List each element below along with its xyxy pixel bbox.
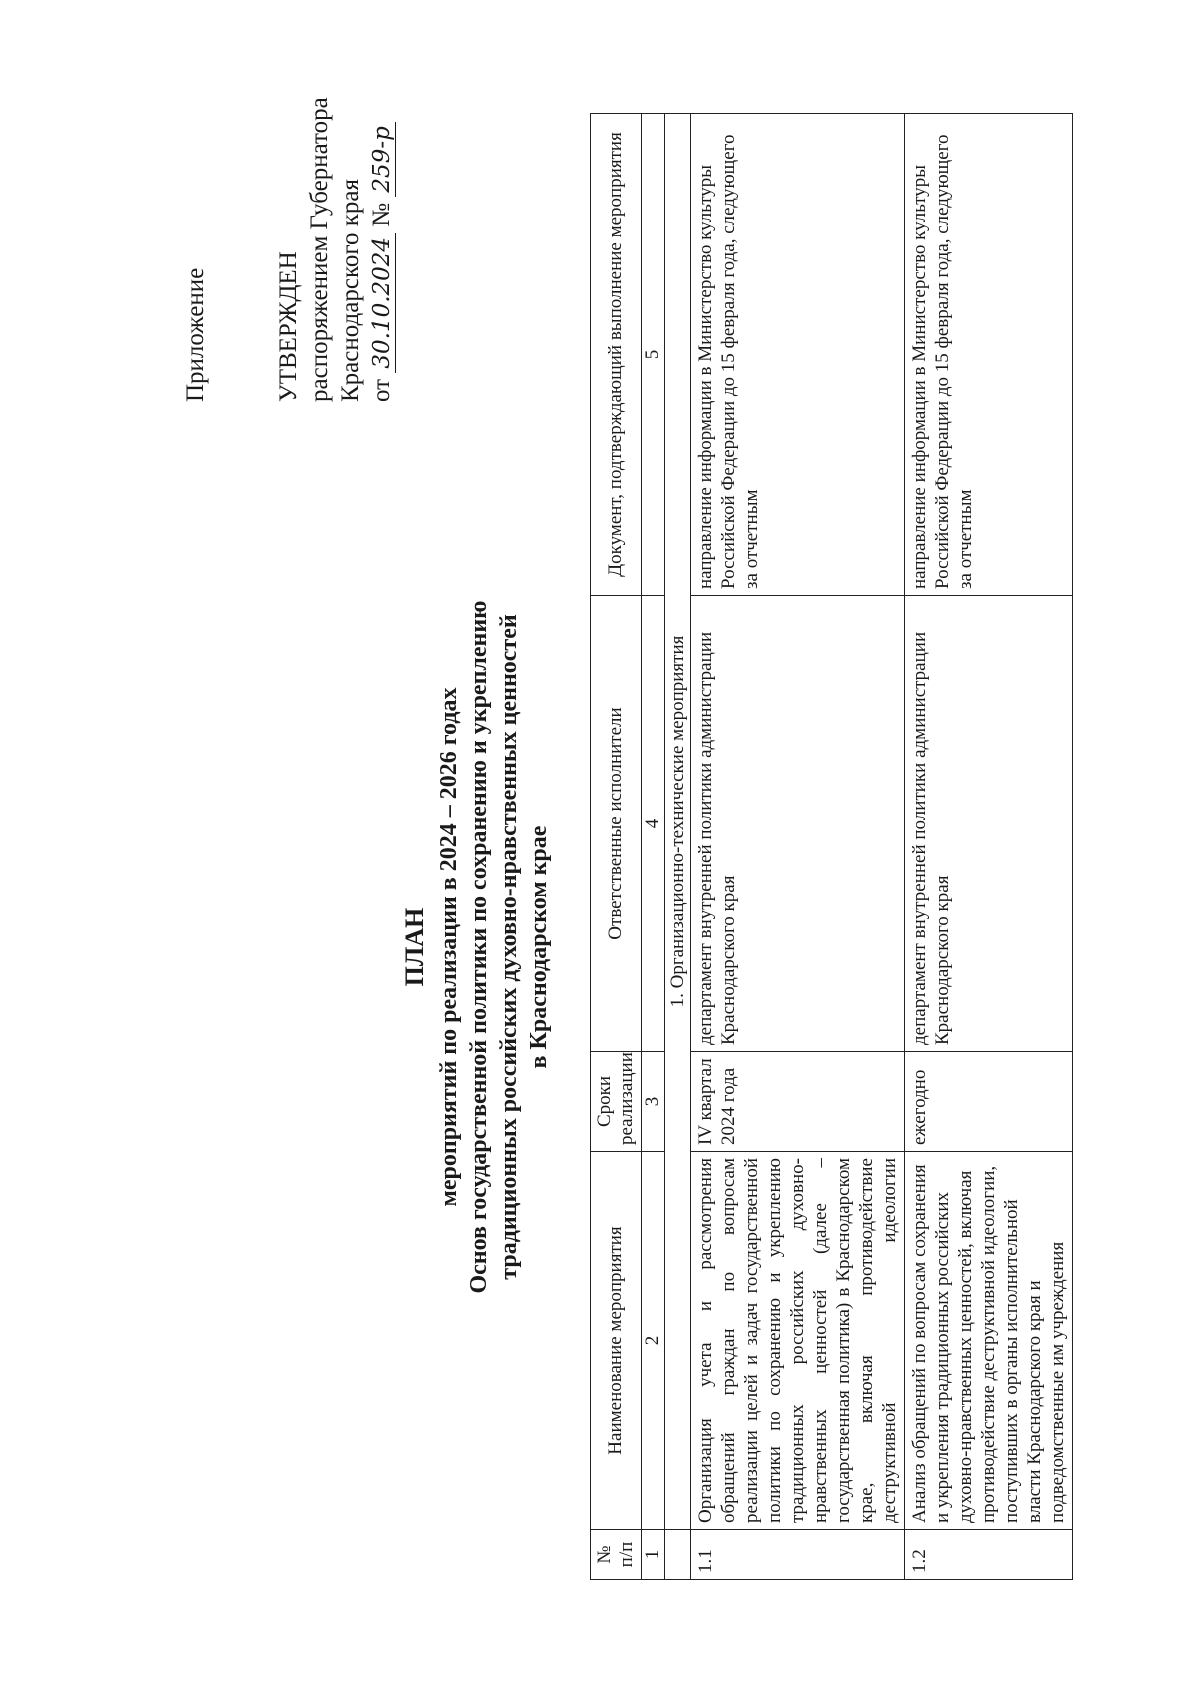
column-number: 5 xyxy=(642,114,665,596)
section-num-cell xyxy=(665,1530,691,1580)
row-executors: департамент внутренней политики администрации Краснодарского края xyxy=(905,596,1073,1052)
approval-date: 30.10.2024 xyxy=(369,233,396,373)
title-line-2: Основ государственной политики по сохранению и укреплению xyxy=(466,600,492,1294)
number-label: № xyxy=(368,202,395,227)
column-number-row xyxy=(642,114,665,1580)
row-name: Анализ обращений по вопросам сохранения и укрепления традиционных российских духовно-нравственных ценностей, включая противодействие деструктивной идеологии, поступивших в органы исполнительной власти Краснодарского края и подведомственные им учреждения xyxy=(905,1152,1073,1530)
column-number: 3 xyxy=(642,1052,665,1152)
section-title: 1. Организационно-технические мероприятия xyxy=(665,114,691,1530)
row-name: Организация учета и рассмотрения обращений граждан по вопросам реализации целей и задач государственной политики по сохранению и укреплению традиционных российских духовно-нравственных ценностей (далее – государственная политика) в Краснодарском крае, включая противодействие деструктивной идеологии xyxy=(691,1152,905,1530)
approved-label: УТВЕРЖДЕН xyxy=(275,251,302,402)
title-head: ПЛАН xyxy=(400,907,429,987)
from-label: от xyxy=(368,378,395,402)
title-line-1: мероприятий по реализации в 2024 – 2026 годах xyxy=(436,687,462,1207)
appendix-label: Приложение xyxy=(182,267,209,402)
row-document: направление информации в Министерство культуры Российской Федерации до 15 февраля года, следующего за отчетным xyxy=(691,114,905,596)
title-line-3: традиционных российских духовно-нравственных ценностей xyxy=(496,614,522,1280)
section-row xyxy=(665,114,691,1580)
approval-number: 259-р xyxy=(369,122,396,196)
row-num: 1.1 xyxy=(691,1530,905,1580)
column-number: 1 xyxy=(642,1530,665,1580)
table-row xyxy=(691,114,905,1580)
row-num: 1.2 xyxy=(905,1530,1073,1580)
row-term: ежегодно xyxy=(905,1052,1073,1152)
header-executors: Ответственные исполнители xyxy=(591,596,642,1052)
header-document: Документ, подтверждающий выполнение мероприятия xyxy=(591,114,642,596)
row-executors: департамент внутренней политики администрации Краснодарского края xyxy=(691,596,905,1052)
plan-table xyxy=(590,113,1073,1580)
approval-line-1: распоряжением Губернатора xyxy=(306,97,333,402)
row-term: IV квартал 2024 года xyxy=(691,1052,905,1152)
column-number: 4 xyxy=(642,596,665,1052)
document-title xyxy=(400,417,554,1477)
table-header-row xyxy=(591,114,642,1580)
approval-block xyxy=(180,22,398,402)
approval-date-line xyxy=(366,22,398,402)
approval-line-2: Краснодарского края xyxy=(337,179,364,402)
row-document: направление информации в Министерство культуры Российской Федерации до 15 февраля года, следующего за отчетным xyxy=(905,114,1073,596)
column-number: 2 xyxy=(642,1152,665,1530)
header-num: № п/п xyxy=(591,1530,642,1580)
title-line-4: в Краснодарском крае xyxy=(526,825,552,1069)
header-name: Наименование мероприятия xyxy=(591,1152,642,1530)
table-row xyxy=(905,114,1073,1580)
header-term: Сроки реализации xyxy=(591,1052,642,1152)
